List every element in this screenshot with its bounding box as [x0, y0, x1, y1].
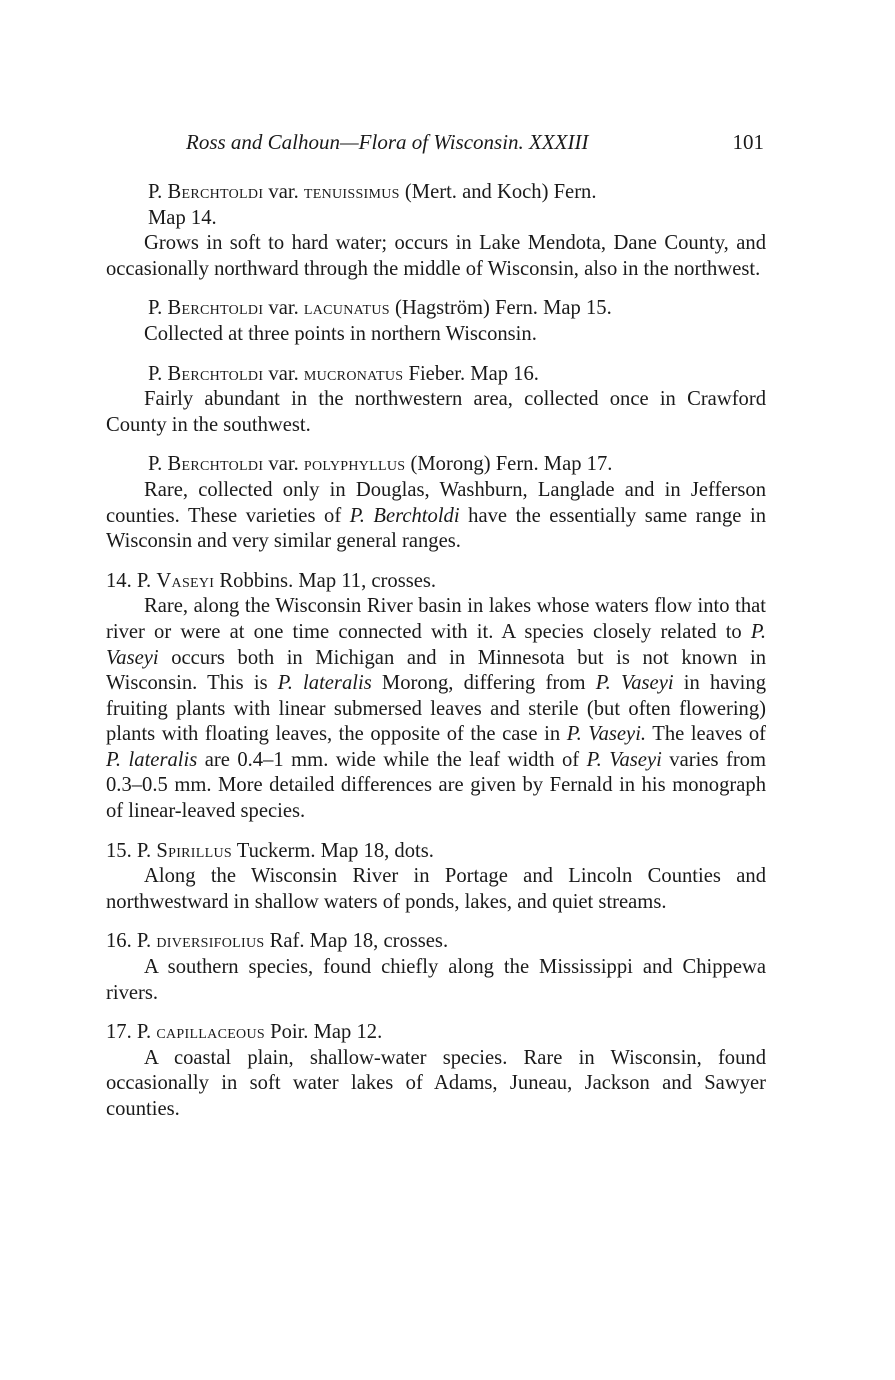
- entry-description: A southern species, found chiefly along the Mississippi and Chippewa rivers.: [106, 956, 766, 1004]
- heading-authority: (Mert. and Koch) Fern.: [399, 181, 597, 203]
- entry-heading: [106, 452, 766, 478]
- entry-vaseyi: [106, 569, 766, 825]
- desc-text: Rare, collected only in Douglas, Washburn, Langlade and in Jefferson counties. These varieties of: [106, 478, 766, 527]
- entry-heading: [106, 569, 766, 595]
- heading-number: 17. P.: [106, 1021, 157, 1044]
- running-title: Ross and Calhoun—Flora of Wisconsin. XXXIII: [186, 130, 589, 154]
- entry-heading: [106, 929, 766, 955]
- entry-heading: [106, 362, 766, 388]
- heading-number: 15. P.: [106, 839, 157, 862]
- heading-var: var.: [263, 453, 304, 476]
- heading-genus: P.: [148, 453, 168, 476]
- entry-description: [106, 594, 766, 824]
- heading-epithet: polyphyllus: [303, 453, 406, 476]
- heading-species: capillaceous: [156, 1021, 265, 1044]
- heading-species: Berchtoldi: [167, 297, 264, 320]
- heading-authority: (Hagström) Fern. Map 15.: [389, 297, 612, 320]
- heading-genus: P.: [148, 362, 168, 385]
- desc-text: Rare, along the Wisconsin River basin in lakes whose waters flow into that river or were at one time connected with it. A species closely related to: [106, 595, 766, 643]
- entry-description: A coastal plain, shallow-water species. Rare in Wisconsin, found occasionally in soft water lakes of Adams, Juneau, Jackson and Sawyer counties.: [106, 1046, 766, 1120]
- page-number: 101: [732, 130, 764, 154]
- desc-taxon: P. Vaseyi: [595, 672, 674, 695]
- heading-authority: Fieber. Map 16.: [403, 362, 539, 385]
- entry-mucronatus: [106, 362, 766, 439]
- entry-description: Collected at three points in northern Wisconsin.: [144, 322, 537, 345]
- entry-description: Grows in soft to hard water; occurs in Lake Mendota, Dane County, and occasionally northward through the middle of Wisconsin, also in the northwest.: [106, 232, 766, 280]
- desc-taxon: P. Berchtoldi: [349, 504, 460, 527]
- desc-text: The leaves of: [646, 723, 766, 746]
- entry-polyphyllus: [106, 452, 766, 554]
- heading-epithet: mucronatus: [303, 362, 404, 385]
- entry-heading: [106, 1020, 766, 1046]
- heading-species: Vaseyi: [156, 569, 215, 592]
- desc-taxon: P. Vaseyi: [106, 620, 766, 669]
- desc-taxon: P. lateralis: [106, 748, 198, 771]
- entry-tenuissimus: [106, 180, 766, 282]
- heading-epithet: lacunatus: [303, 297, 390, 320]
- heading-genus: P.: [148, 297, 168, 320]
- heading-var: var.: [263, 297, 304, 320]
- heading-authority: Tuckerm. Map 18, dots.: [231, 839, 434, 862]
- page-header: [106, 130, 766, 156]
- heading-var: var.: [263, 181, 304, 203]
- heading-authority: Raf. Map 18, crosses.: [264, 930, 449, 953]
- entry-capillaceous: [106, 1020, 766, 1122]
- entry-description: Along the Wisconsin River in Portage and Lincoln Counties and northwestward in shallow waters of ponds, lakes, and quiet streams.: [106, 865, 766, 913]
- desc-text: have the essentially same range in Wisconsin and very similar general ranges.: [106, 504, 767, 553]
- desc-text: occurs both in Michigan and in Minnesota but is not known in Wisconsin. This is: [106, 646, 766, 695]
- page-body: [106, 180, 766, 1137]
- desc-taxon: P. lateralis: [277, 672, 372, 695]
- desc-text: in having fruiting plants with linear submersed leaves and sterile (but often flowering) plants with floating leaves, the opposite of the case in: [106, 672, 767, 746]
- entry-heading: [106, 839, 766, 865]
- heading-species: Berchtoldi: [167, 362, 264, 385]
- heading-epithet: tenuissimus: [303, 181, 400, 203]
- heading-species: Berchtoldi: [167, 181, 264, 203]
- heading-genus: P.: [148, 181, 168, 203]
- heading-number: 14. P.: [106, 569, 157, 592]
- desc-text: varies from 0.3–0.5 mm. More detailed differences are given by Fernald in his monograph of linear-leaved species.: [106, 748, 766, 823]
- desc-taxon: P. Vaseyi.: [566, 723, 647, 746]
- entry-lacunatus: [106, 296, 766, 347]
- heading-var: var.: [263, 362, 304, 385]
- desc-text: are 0.4–1 mm. wide while the leaf width of: [197, 748, 587, 771]
- entry-spirillus: [106, 839, 766, 916]
- heading-authority: Poir. Map 12.: [264, 1021, 383, 1044]
- entry-heading: [106, 296, 766, 322]
- desc-taxon: P. Vaseyi: [586, 748, 662, 771]
- heading-number: 16. P.: [106, 930, 157, 953]
- heading-species: Spirillus: [156, 839, 232, 862]
- entry-description: [106, 478, 766, 555]
- heading-authority: (Morong) Fern. Map 17.: [405, 453, 613, 476]
- heading-authority: Robbins. Map 11, crosses.: [214, 569, 437, 592]
- heading-species: diversifolius: [156, 930, 265, 953]
- entry-map-ref: Map 14.: [148, 206, 217, 229]
- entry-description: Fairly abundant in the northwestern area, collected once in Crawford County in the southwest.: [106, 388, 766, 436]
- entry-heading: [106, 180, 766, 206]
- desc-text: Morong, differing from: [371, 672, 596, 695]
- heading-species: Berchtoldi: [167, 453, 264, 476]
- entry-diversifolius: [106, 929, 766, 1006]
